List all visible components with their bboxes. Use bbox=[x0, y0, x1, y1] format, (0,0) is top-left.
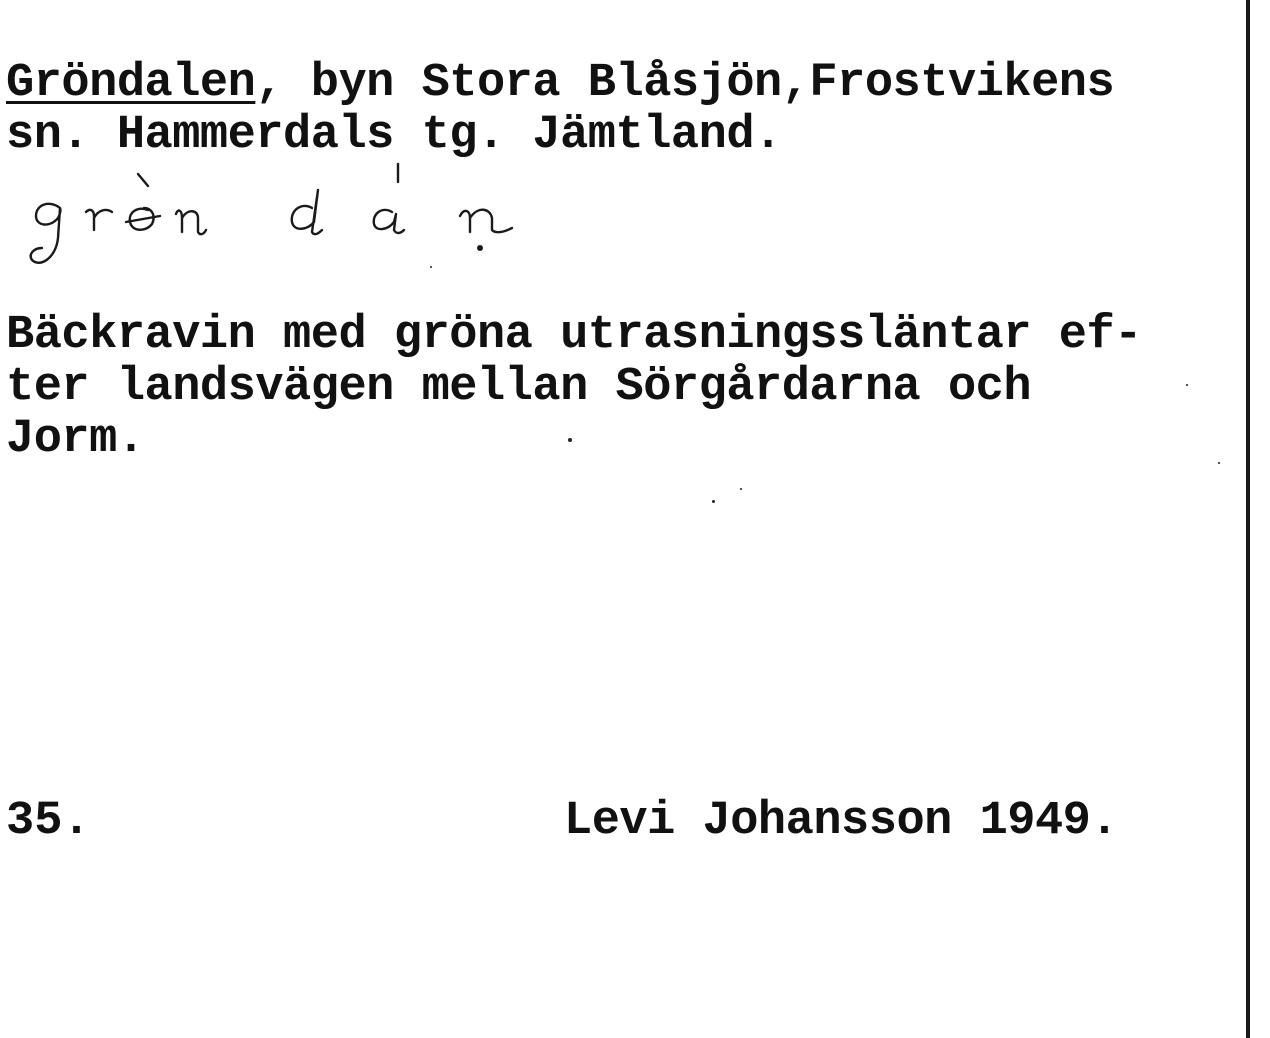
parish-line: sn. Hammerdals tg. Jämtland. bbox=[6, 109, 782, 162]
place-location: , byn Stora Blåsjön,Frostvikens bbox=[255, 57, 1115, 110]
scan-speck bbox=[712, 500, 715, 503]
scan-speck bbox=[430, 266, 432, 268]
place-name: Gröndalen bbox=[6, 57, 256, 110]
scan-speck bbox=[568, 438, 572, 442]
description-text: Bäckravin med gröna utrasningssläntar ef- ter landsvägen mellan Sörgårdarna och Jorm. bbox=[6, 309, 1142, 466]
place-heading-line bbox=[6, 58, 1114, 110]
scan-speck bbox=[1218, 462, 1220, 464]
phonetic-transcription-handwriting bbox=[20, 160, 540, 280]
scan-speck bbox=[1186, 384, 1188, 386]
collector-and-year: Levi Johansson 1949. bbox=[564, 795, 1119, 848]
card-edge-line bbox=[1246, 0, 1250, 1038]
card-number: 35. bbox=[6, 795, 91, 848]
scan-speck bbox=[740, 488, 742, 490]
